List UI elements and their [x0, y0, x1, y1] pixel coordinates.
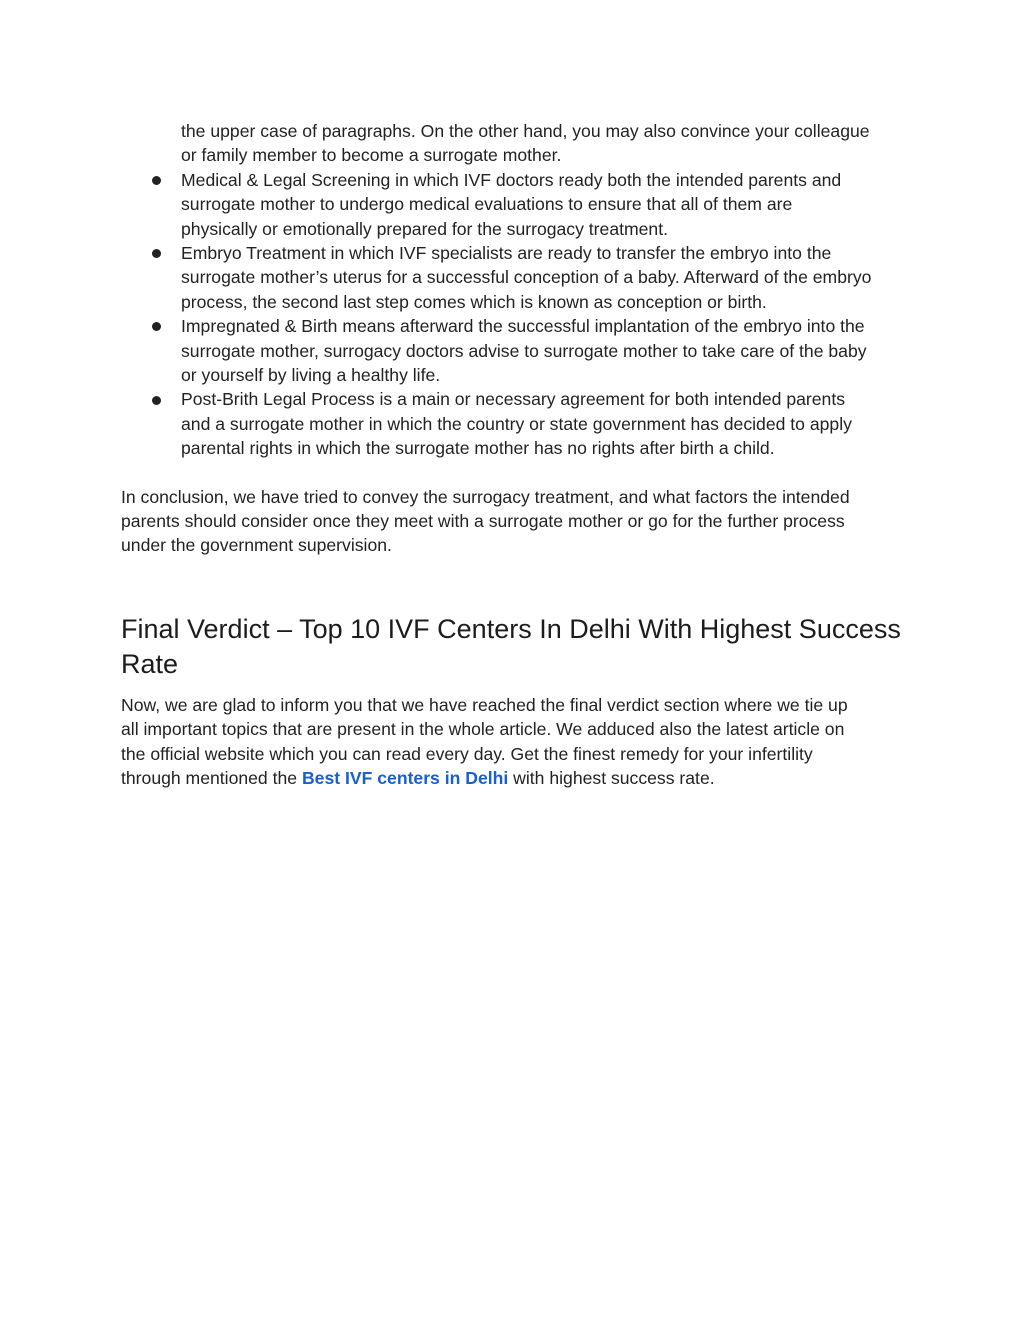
bullet-icon	[152, 396, 161, 405]
paragraph-line: the upper case of paragraphs. On the other hand, you may also convince your colleague	[181, 121, 870, 141]
text: with highest success rate.	[508, 768, 715, 789]
list-item-line: physically or emotionally prepared for the surrogacy treatment.	[181, 218, 668, 239]
paragraph-line	[121, 766, 715, 790]
list-item-line: surrogate mother to undergo medical evaluations to ensure that all of them are	[181, 194, 793, 215]
list-item-line: and a surrogate mother in which the country or state government has decided to apply	[181, 413, 852, 434]
list-item-line: Post-Brith Legal Process is a main or necessary agreement for both intended parents	[181, 389, 846, 410]
list-item-line: Impregnated & Birth means afterward the successful implantation of the embryo into the	[181, 316, 865, 337]
bullet-icon	[152, 322, 161, 331]
list-item-line: or yourself by living a healthy life.	[181, 365, 441, 385]
best-ivf-centers-link[interactable]: Best IVF centers in Delhi	[301, 768, 509, 789]
list-item-line: surrogate mother, surrogacy doctors advise to surrogate mother to take care of the baby	[181, 340, 867, 361]
text: through mentioned the	[121, 768, 302, 789]
list-item-line: Medical & Legal Screening in which IVF doctors ready both the intended parents and	[181, 169, 842, 190]
paragraph-line: all important topics that are present in the whole article. We adduced also the latest article on	[121, 719, 845, 740]
paragraph-line: or family member to become a surrogate mother.	[181, 145, 562, 166]
heading-line: Rate	[121, 648, 179, 679]
paragraph-line: under the government supervision.	[121, 535, 392, 556]
paragraph-line: In conclusion, we have tried to convey the surrogacy treatment, and what factors the intended	[121, 486, 850, 507]
bullet-icon	[152, 249, 161, 258]
bullet-icon	[152, 176, 161, 185]
list-item-line: surrogate mother’s uterus for a successful conception of a baby. Afterward of the embryo	[181, 267, 872, 288]
list-item-line: parental rights in which the surrogate mother has no rights after birth a child.	[181, 438, 775, 459]
paragraph-line: Now, we are glad to inform you that we have reached the final verdict section where we tie up	[121, 695, 848, 715]
paragraph-line: parents should consider once they meet with a surrogate mother or go for the further process	[121, 510, 845, 531]
list-item-line: process, the second last step comes which is known as conception or birth.	[181, 291, 767, 312]
list-item-line: Embryo Treatment in which IVF specialists are ready to transfer the embryo into the	[181, 243, 832, 263]
paragraph-line: the official website which you can read every day. Get the finest remedy for your infertility	[121, 743, 813, 764]
heading-line: Final Verdict – Top 10 IVF Centers In Delhi With Highest Success	[121, 613, 901, 644]
